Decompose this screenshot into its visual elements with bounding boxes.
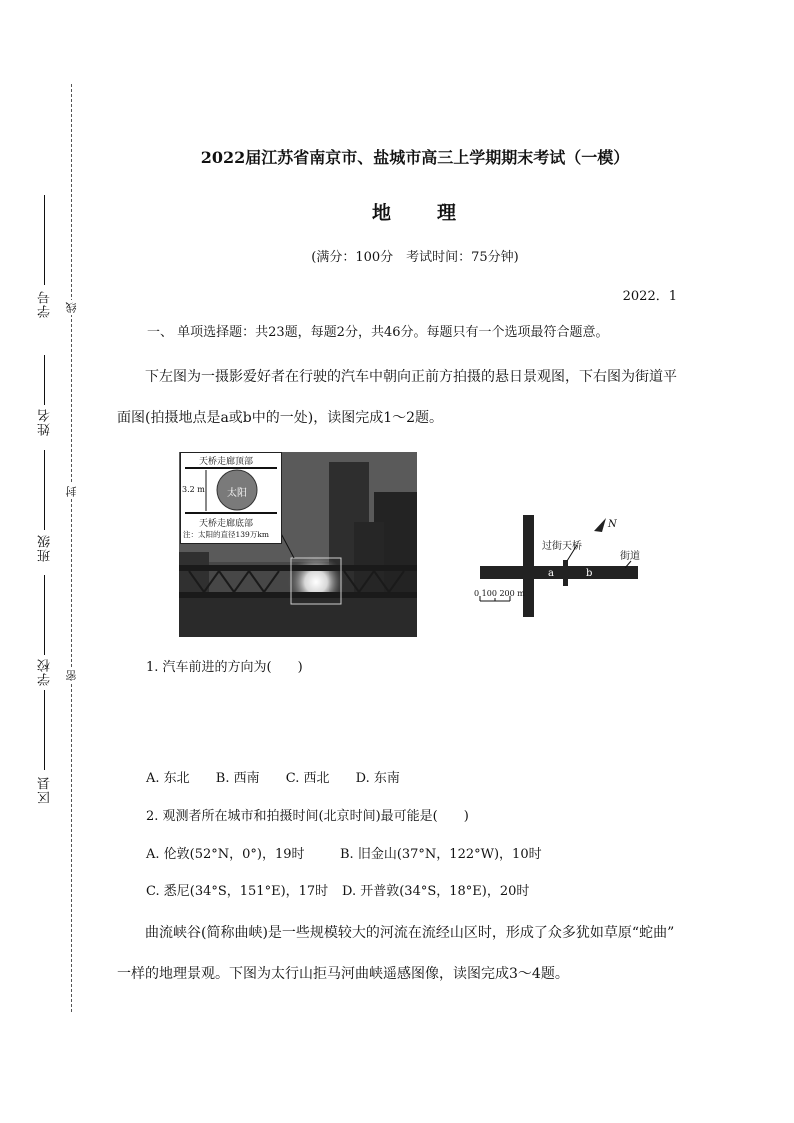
seal-mark-line: 线 <box>65 302 78 313</box>
q1-option-d[interactable]: D. 东南 <box>355 771 400 786</box>
question-1-options <box>146 767 422 786</box>
intro-paragraph-1 <box>117 357 687 439</box>
q2-option-c[interactable]: C. 悉尼(34°S，151°E)，17时 <box>146 884 329 899</box>
exam-title: 2022届江苏省南京市、盐城市高三上学期期末考试（一模） <box>200 148 630 167</box>
intro1-line1: 下左图为一摄影爱好者在行驶的汽车中朝向正前方拍摄的悬日景观图，下右图为街道平 <box>145 369 677 385</box>
street-label: 街道 <box>620 551 640 562</box>
intro1-line2: 面图(拍摄地点是a或b中的一处)，读图完成1～2题。 <box>117 410 444 426</box>
inset-bottom-label: 天桥走廊底部 <box>199 519 254 529</box>
point-b-label: b <box>586 568 593 579</box>
street-plan-svg <box>470 505 660 620</box>
subject-title <box>0 198 794 225</box>
point-a-label: a <box>548 568 554 579</box>
intro2-line1: 曲流峡谷(简称曲峡)是一些规模较大的河流在流经山区时，形成了众多犹如草原“蛇曲” <box>145 925 675 941</box>
q1-option-b[interactable]: B. 西南 <box>215 771 260 786</box>
school-blank[interactable] <box>44 575 45 655</box>
seal-mark-seal: 封 <box>65 486 78 497</box>
intro2-line2: 一样的地理景观。下图为太行山拒马河曲峡遥感图像，读图完成3～4题。 <box>117 966 569 982</box>
class-label: 班级 <box>38 534 53 562</box>
q2-option-d[interactable]: D. 开普敦(34°S，18°E)，20时 <box>342 884 530 899</box>
q1-option-a[interactable]: A. 东北 <box>146 771 190 786</box>
class-blank[interactable] <box>44 450 45 530</box>
name-blank[interactable] <box>44 355 45 405</box>
inset-top-label: 天桥走廊顶部 <box>199 457 254 467</box>
section-heading: 一、 单项选择题：共23题，每题2分，共46分。每题只有一个选项最符合题意。 <box>147 325 609 340</box>
inset-sun-label: 太阳 <box>227 488 247 499</box>
school-label: 学校 <box>38 658 53 686</box>
student-id-label: 学号 <box>38 290 53 318</box>
scale-label: 0 100 200 m <box>474 589 525 598</box>
north-label: N <box>608 519 617 530</box>
subject-char-1: 地 <box>371 202 393 224</box>
q1-option-c[interactable]: C. 西北 <box>285 771 330 786</box>
exam-info: (满分：100分 考试时间：75分钟) <box>311 250 519 265</box>
district-blank[interactable] <box>44 690 45 770</box>
district-label: 区县 <box>38 776 53 804</box>
q2-option-b[interactable]: B. 旧金山(37°N，122°W)，10时 <box>340 847 542 862</box>
seal-mark-tight: 密 <box>65 670 78 681</box>
inset-note: 注：太阳的直径139万km <box>183 530 269 539</box>
inset-height-label: 3.2 m <box>182 485 205 494</box>
intro-paragraph-2 <box>117 913 687 995</box>
q2-option-a[interactable]: A. 伦敦(52°N，0°)，19时 <box>146 847 305 862</box>
bridge-label: 过街天桥 <box>542 541 582 552</box>
question-2-stem: 2. 观测者所在城市和拍摄时间(北京时间)最可能是( ) <box>146 809 469 824</box>
subject-char-2: 理 <box>437 202 459 224</box>
exam-date: 2022．1 <box>622 289 677 304</box>
sun-scale-inset <box>180 452 282 544</box>
north-arrow-icon <box>594 518 606 532</box>
street-plan-figure <box>470 505 660 620</box>
question-1-stem: 1. 汽车前进的方向为( ) <box>146 660 303 675</box>
name-label: 姓名 <box>38 408 53 436</box>
